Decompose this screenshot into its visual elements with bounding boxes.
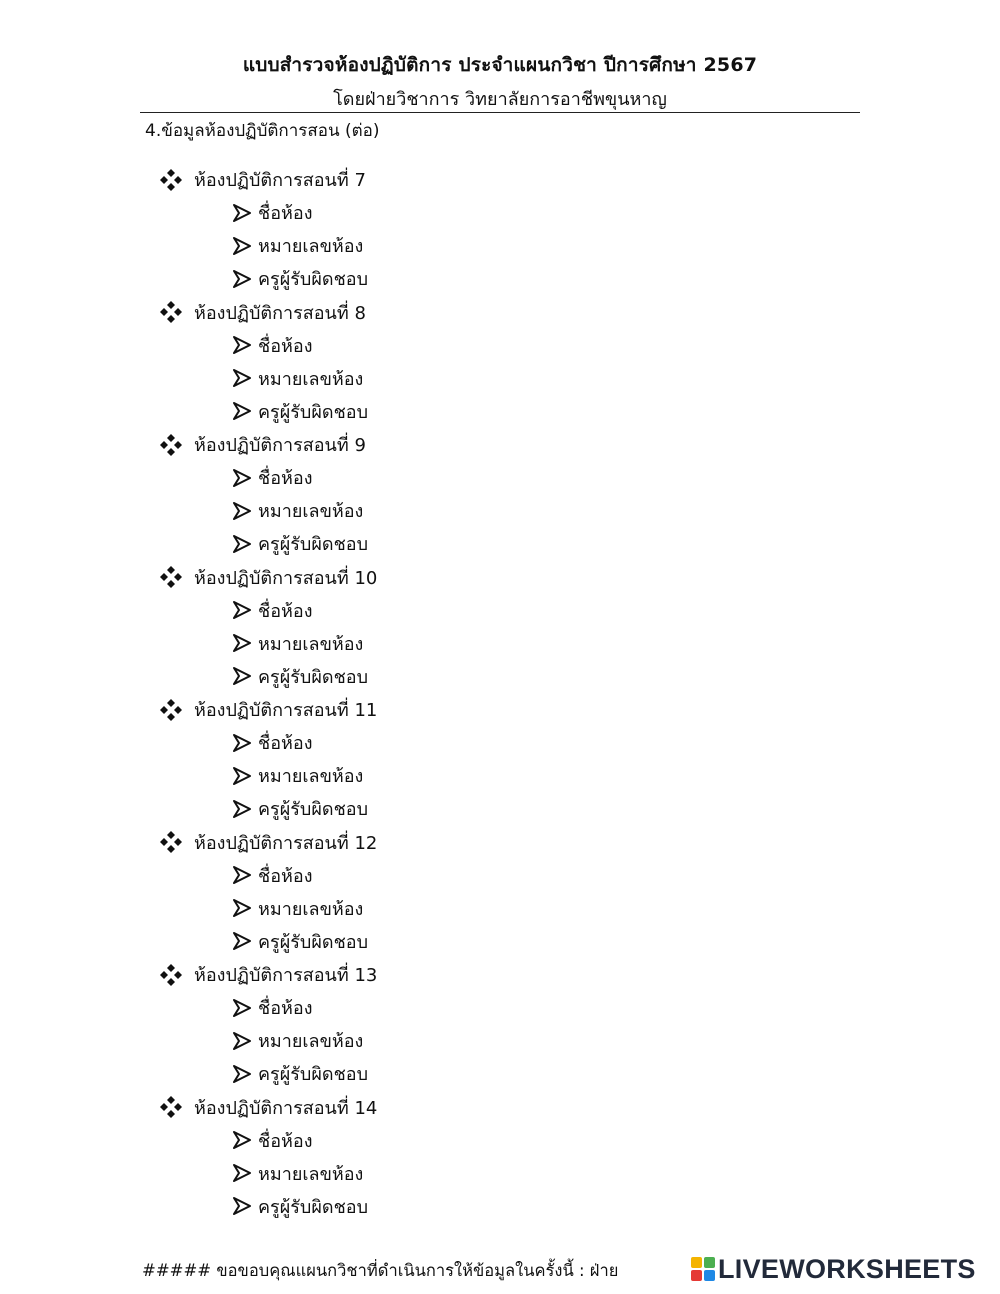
four-diamond-icon xyxy=(160,434,182,456)
arrowhead-icon xyxy=(232,600,252,620)
field-label: หมายเลขห้อง xyxy=(258,633,364,655)
room-field-teacher xyxy=(232,262,368,295)
arrowhead-icon xyxy=(232,236,252,256)
field-label: ครูผู้รับผิดชอบ xyxy=(258,1196,369,1218)
arrowhead-icon xyxy=(232,865,252,885)
arrowhead-icon xyxy=(232,1130,252,1150)
field-label: ชื่อห้อง xyxy=(258,203,313,224)
room-field-name xyxy=(232,1124,313,1157)
section-heading: 4.ข้อมูลห้องปฏิบัติการสอน (ต่อ) xyxy=(145,121,380,141)
arrowhead-icon xyxy=(232,368,252,388)
field-label: หมายเลขห้อง xyxy=(258,501,364,522)
field-label: หมายเลขห้อง xyxy=(258,236,364,257)
room-field-name xyxy=(232,461,313,494)
arrowhead-icon xyxy=(232,799,252,819)
room-label: ห้องปฏิบัติการสอนที่ 8 xyxy=(194,302,366,324)
room-field-number xyxy=(232,1157,363,1190)
arrowhead-icon xyxy=(232,269,252,289)
room-heading xyxy=(160,163,366,196)
page-subtitle: โดยฝ่ายวิชาการ วิทยาลัยการอาชีพขุนหาญ xyxy=(333,89,667,110)
field-label: หมายเลขห้อง xyxy=(258,1031,364,1052)
field-label: หมายเลขห้อง xyxy=(258,1163,364,1185)
arrowhead-icon xyxy=(232,766,252,786)
four-diamond-icon xyxy=(160,566,182,588)
room-field-number xyxy=(232,892,363,925)
field-label: ชื่อห้อง xyxy=(258,733,313,754)
room-label: ห้องปฏิบัติการสอนที่ 11 xyxy=(194,700,378,721)
arrowhead-icon xyxy=(232,501,252,521)
four-diamond-icon xyxy=(160,831,182,853)
four-diamond-icon xyxy=(160,964,182,986)
arrowhead-icon xyxy=(232,666,252,686)
field-label: หมายเลขห้อง xyxy=(258,766,364,787)
liveworksheets-logo-icon xyxy=(690,1256,716,1282)
room-list xyxy=(0,163,1000,1223)
room-label: ห้องปฏิบัติการสอนที่ 13 xyxy=(194,965,378,986)
room-field-teacher xyxy=(232,395,368,428)
footer-note: ##### ขอขอบคุณแผนกวิชาที่ดำเนินการให้ข้อมูลในครั้งนี้ : ฝ่าย xyxy=(142,1261,619,1280)
arrowhead-icon xyxy=(232,1196,252,1216)
room-field-name xyxy=(232,196,313,229)
room-label: ห้องปฏิบัติการสอนที่ 14 xyxy=(194,1097,378,1119)
arrowhead-icon xyxy=(232,1064,252,1084)
four-diamond-icon xyxy=(160,699,182,721)
four-diamond-icon xyxy=(160,301,182,323)
room-item xyxy=(0,163,1000,296)
field-label: ครูผู้รับผิดชอบ xyxy=(258,799,369,820)
room-heading xyxy=(160,693,377,726)
field-label: ชื่อห้อง xyxy=(258,1130,313,1152)
room-field-name xyxy=(232,329,313,362)
room-heading xyxy=(160,561,377,594)
watermark-text: LIVEWORKSHEETS xyxy=(718,1253,976,1284)
room-field-number xyxy=(232,759,363,792)
room-heading xyxy=(160,826,377,859)
arrowhead-icon xyxy=(232,203,252,223)
field-label: ครูผู้รับผิดชอบ xyxy=(258,931,369,953)
room-field-number xyxy=(232,229,363,262)
room-field-number xyxy=(232,627,363,660)
arrowhead-icon xyxy=(232,633,252,653)
room-field-teacher xyxy=(232,1190,368,1223)
liveworksheets-watermark xyxy=(690,1252,976,1286)
room-label: ห้องปฏิบัติการสอนที่ 10 xyxy=(194,567,378,589)
field-label: ครูผู้รับผิดชอบ xyxy=(258,534,369,555)
room-field-name xyxy=(232,859,313,892)
room-field-teacher xyxy=(232,1057,368,1090)
field-label: ครูผู้รับผิดชอบ xyxy=(258,269,369,290)
arrowhead-icon xyxy=(232,898,252,918)
room-item xyxy=(0,1091,1000,1224)
room-field-teacher xyxy=(232,660,368,693)
field-label: ครูผู้รับผิดชอบ xyxy=(258,401,369,423)
room-label: ห้องปฏิบัติการสอนที่ 12 xyxy=(194,832,378,854)
room-field-teacher xyxy=(232,792,368,825)
arrowhead-icon xyxy=(232,468,252,488)
room-item xyxy=(0,693,1000,826)
room-field-name xyxy=(232,991,313,1024)
field-label: ชื่อห้อง xyxy=(258,468,313,489)
field-label: ครูผู้รับผิดชอบ xyxy=(258,666,369,688)
arrowhead-icon xyxy=(232,1163,252,1183)
room-item xyxy=(0,296,1000,429)
room-item xyxy=(0,561,1000,694)
room-field-number xyxy=(232,1024,363,1057)
field-label: หมายเลขห้อง xyxy=(258,368,364,390)
four-diamond-icon xyxy=(160,1096,182,1118)
arrowhead-icon xyxy=(232,998,252,1018)
field-label: ชื่อห้อง xyxy=(258,335,313,357)
arrowhead-icon xyxy=(232,401,252,421)
field-label: ชื่อห้อง xyxy=(258,865,313,887)
header-divider xyxy=(140,112,860,113)
room-heading xyxy=(160,1091,377,1124)
arrowhead-icon xyxy=(232,335,252,355)
field-label: ครูผู้รับผิดชอบ xyxy=(258,1064,369,1085)
arrowhead-icon xyxy=(232,733,252,753)
room-item xyxy=(0,958,1000,1091)
room-field-number xyxy=(232,362,363,395)
field-label: หมายเลขห้อง xyxy=(258,898,364,920)
arrowhead-icon xyxy=(232,931,252,951)
room-field-teacher xyxy=(232,925,368,958)
room-heading xyxy=(160,296,366,329)
field-label: ชื่อห้อง xyxy=(258,600,313,622)
room-label: ห้องปฏิบัติการสอนที่ 7 xyxy=(194,170,366,191)
four-diamond-icon xyxy=(160,169,182,191)
room-field-name xyxy=(232,726,313,759)
room-field-name xyxy=(232,594,313,627)
room-item xyxy=(0,826,1000,959)
room-item xyxy=(0,428,1000,561)
room-heading xyxy=(160,428,366,461)
field-label: ชื่อห้อง xyxy=(258,998,313,1019)
room-label: ห้องปฏิบัติการสอนที่ 9 xyxy=(194,435,366,456)
page-title: แบบสำรวจห้องปฏิบัติการ ประจำแผนกวิชา ปีการศึกษา 2567 xyxy=(242,54,758,76)
room-field-number xyxy=(232,494,363,527)
room-field-teacher xyxy=(232,527,368,560)
arrowhead-icon xyxy=(232,1031,252,1051)
arrowhead-icon xyxy=(232,534,252,554)
room-heading xyxy=(160,958,377,991)
